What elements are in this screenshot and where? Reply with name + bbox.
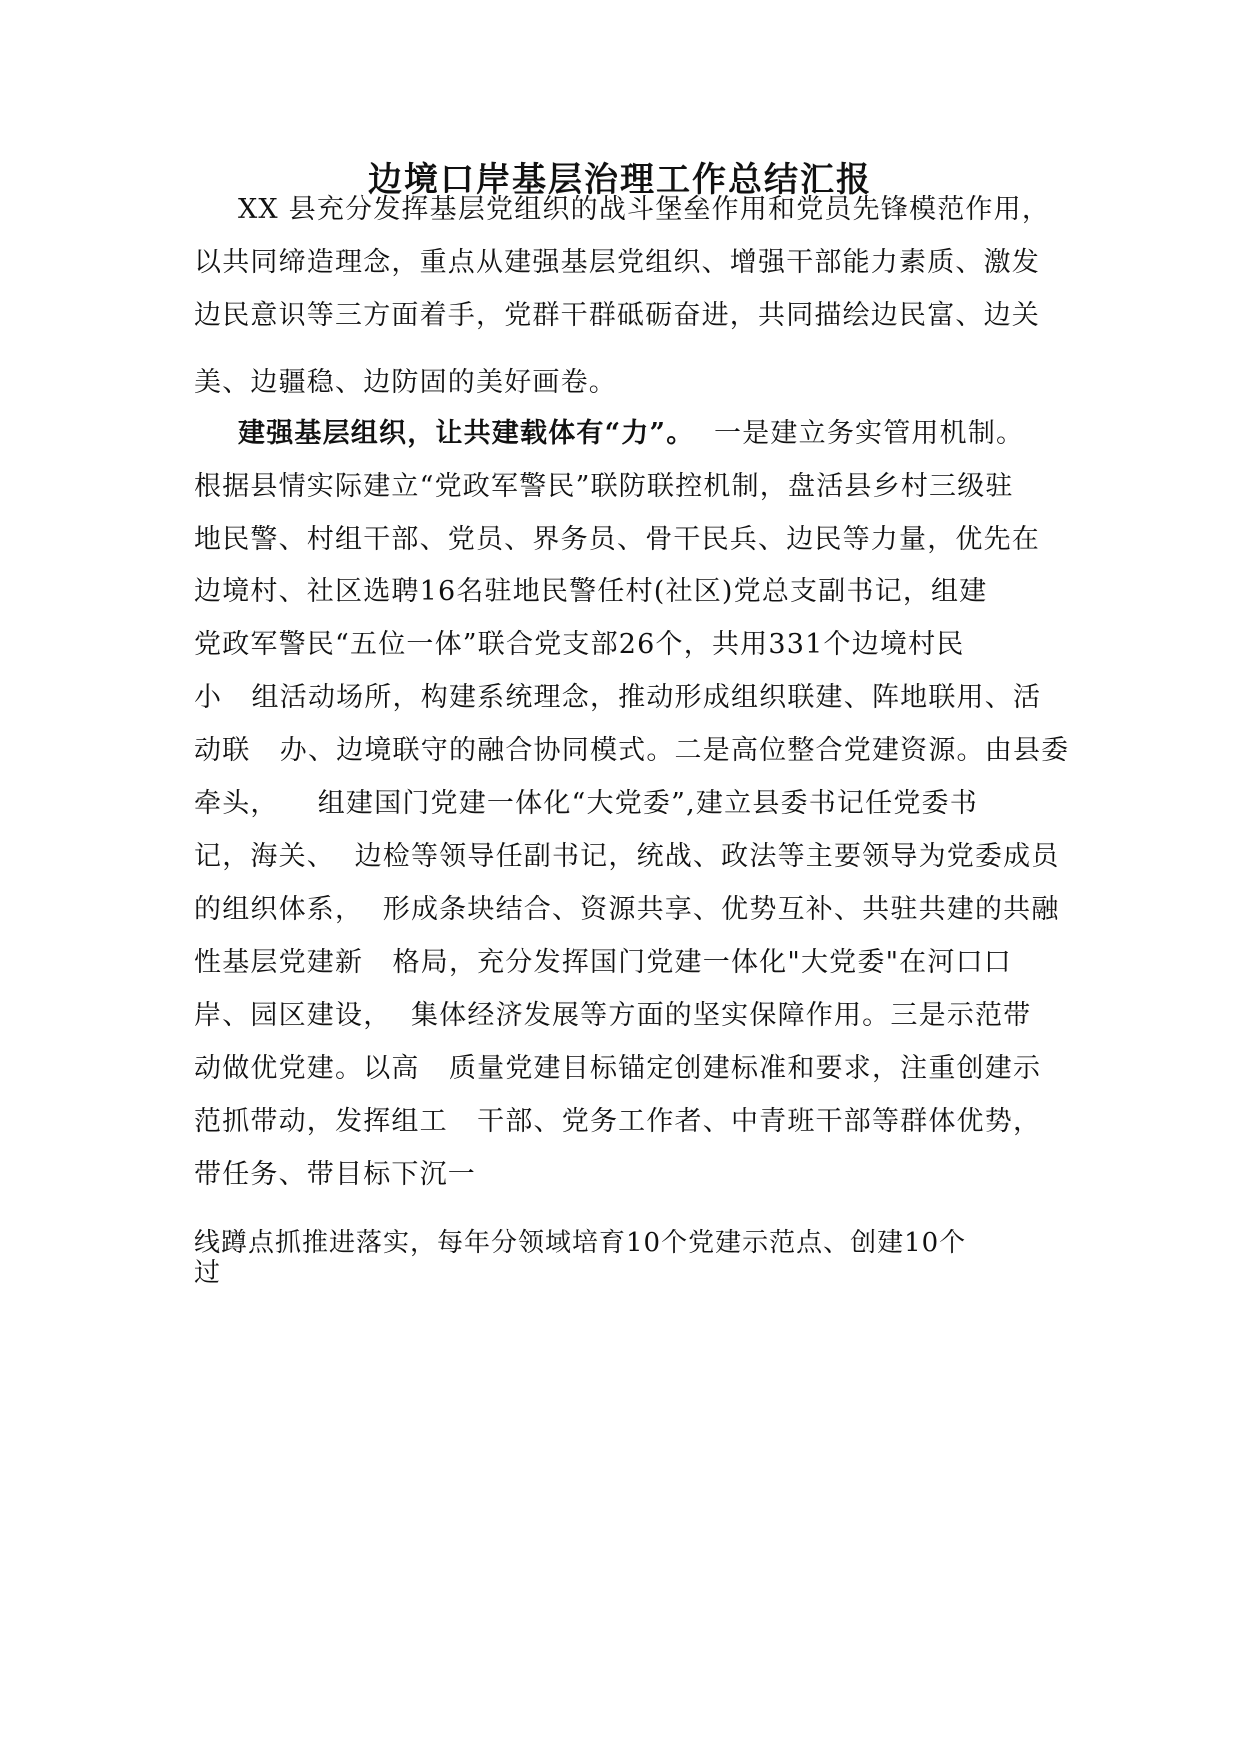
paragraph2-line-2: 根据县情实际建立“党政军警民”联防联控机制，盘活县乡村三级驻 xyxy=(194,471,1014,502)
paragraph2-heading: 建强基层组织，让共建载体有“力”。 xyxy=(238,418,695,449)
paragraph2-first-line-rest: 一是建立务实管用机制。 xyxy=(694,418,1025,449)
document-title: 边境口岸基层治理工作总结汇报 xyxy=(368,160,872,200)
paragraph1-line-3: 边民意识等三方面着手，党群干群砥砺奋进，共同描绘边民富、边关 xyxy=(194,300,1040,331)
paragraph2-line-8: 牵头， 组建国门党建一体化“大党委”,建立县委书记任党委书 xyxy=(194,788,978,819)
tail-line-2: 过 xyxy=(194,1258,222,1288)
paragraph2-line-14: 范抓带动，发挥组工 干部、党务工作者、中青班干部等群体优势， xyxy=(194,1106,1042,1137)
paragraph2-line-6: 小 组活动场所，构建系统理念，推动形成组织联建、阵地联用、活 xyxy=(194,682,1042,713)
paragraph2-line-7: 动联 办、边境联守的融合协同模式。二是高位整合党建资源。由县委 xyxy=(194,735,1070,766)
paragraph2-line-13: 动做优党建。以高 质量党建目标锚定创建标准和要求，注重创建示 xyxy=(194,1053,1042,1084)
paragraph2-line-11: 性基层党建新 格局，充分发挥国门党建一体化"大党委"在河口口 xyxy=(194,947,1012,978)
paragraph2-line-12: 岸、园区建设， 集体经济发展等方面的坚实保障作用。三是示范带 xyxy=(194,1000,1032,1031)
paragraph2-line-10: 的组织体系， 形成条块结合、资源共享、优势互补、共驻共建的共融 xyxy=(194,894,1060,925)
paragraph1-line-2: 以共同缔造理念，重点从建强基层党组织、增强干部能力素质、激发 xyxy=(194,247,1040,278)
paragraph2-line-1 xyxy=(238,414,1024,454)
paragraph1-line-4: 美、边疆稳、边防固的美好画卷。 xyxy=(194,367,617,398)
tail-line-1: 线蹲点抓推进落实，每年分领域培育10个党建示范点、创建10个 xyxy=(194,1228,967,1258)
paragraph2-line-3: 地民警、村组干部、党员、界务员、骨干民兵、边民等力量，优先在 xyxy=(194,524,1040,555)
paragraph2-line-15: 带任务、带目标下沉一 xyxy=(194,1159,476,1190)
paragraph2-line-9: 记，海关、 边检等领导任副书记，统战、政法等主要领导为党委成员 xyxy=(194,841,1060,872)
paragraph2-line-5: 党政军警民“五位一体”联合党支部26个，共用331个边境村民 xyxy=(194,629,965,660)
paragraph2-line-4: 边境村、社区选聘16名驻地民警任村(社区)党总支副书记，组建 xyxy=(194,576,988,607)
paragraph1-line-1: XX 县充分发挥基层党组织的战斗堡垒作用和党员先锋模范作用， xyxy=(238,194,1051,225)
